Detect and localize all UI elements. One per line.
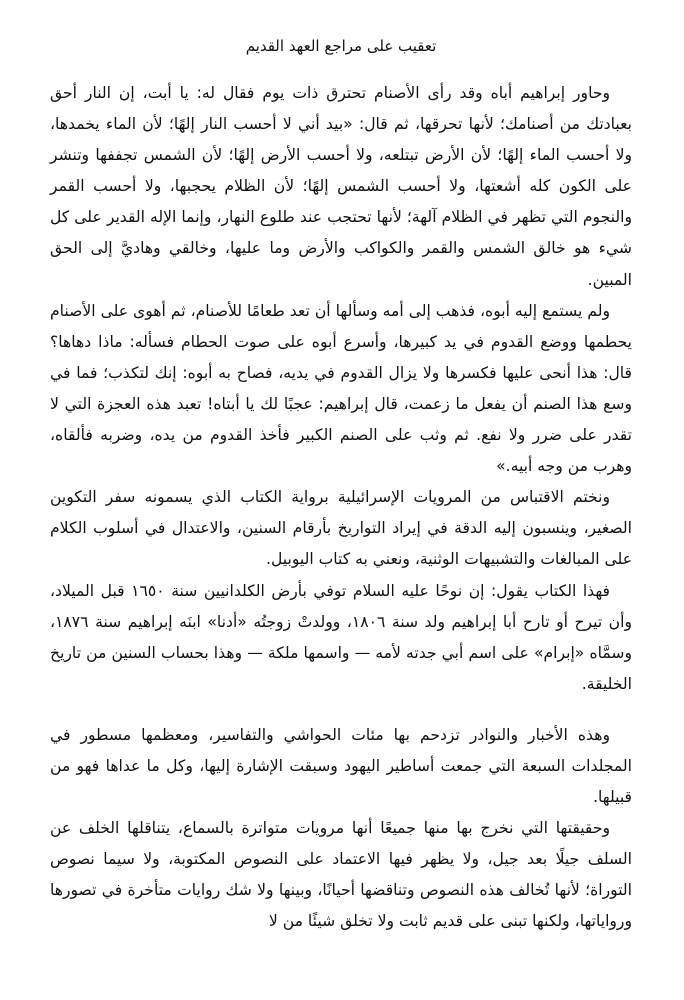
paragraph-oral-traditions: وحقيقتها التي نخرج بها منها جميعًا أنها مرويات متواترة بالسماع، يتناقلها الخلف عن السلف جيلًا بعد جيل، ولا يظهر فيها الاعتماد على النصوص المكتوبة، ولا سيما نصوص التوراة؛ لأنها تُخالف هذه النصوص وتناقضها أحيانًا، وبينها ولا شك روايات متأخرة في تصورها ورواياتها، ولكنها تبنى على قديم ثابت ولا تخلق شيئًا من لا <box>50 819 632 931</box>
running-header: تعقيب على مراجع العهد القديم <box>245 37 437 55</box>
paragraph-jubilees-dates: فهذا الكتاب يقول: إن نوحًا عليه السلام توفي بأرض الكلدانيين سنة ١٦٥٠ قبل الميلاد، وأن تيرح أو تارح أبا إبراهيم ولد سنة ١٨٠٦، وولدتْ زوجتُه «أدنا» ابنَه إبراهيم سنة ١٨٧٦، وسمَّاه «إبرام» على اسم أبي جدته لأمه — واسمها ملكة — وهذا بحساب السنين من تاريخ الخليقة. <box>50 581 632 693</box>
paragraph-commentaries: وهذه الأخبار والنوادر تزدحم بها مئات الحواشي والتفاسير، ومعظمها مسطور في المجلدات السبعة التي جمعت أساطير اليهود وسبقت الإشارة إليها، وكل ما عداها فهو من قبيلها. <box>50 725 632 807</box>
paragraph-idols-smashed: ولم يستمع إليه أبوه، فذهب إلى أمه وسألها أن تعد طعامًا للأصنام، ثم أهوى على الأصنام يحطمها ووضع القدوم في يد كبيرها، وأسرع أبوه على صوت الحطام فسأله: ماذا دهاها؟ قال: هذا أنحى عليها فكسرها ولا يزال القدوم في يديه، فصاح به أبوه: إنك لتكذب؛ فما في وسع هذا الصنم أن يفعل ما زعمت، قال إبراهيم: عجبًا لك يا أبتاه! تعبد هذه العجزة التي لا تقدر على ضرر ولا نفع. ثم وثب على الصنم الكبير فأخذ القدوم من يده، وضربه فألقاه، وهرب من وجه أبيه.» <box>50 301 632 476</box>
paragraph-abraham-dialogue: وحاور إبراهيم أباه وقد رأى الأصنام تحترق ذات يوم فقال له: يا أبت، إن النار أحق بعبادتك من أصنامك؛ لأنها تحرقها، ثم قال: «بيد أني لا أحسب النار إلهًا؛ لأن الماء يخمدها، ولا أحسب الماء إلهًا؛ لأن الأرض تبتلعه، ولا أحسب الأرض إلهًا؛ لأن الشمس تجففها وتنشر على الكون كله أشعتها، ولا أحسب الشمس إلهًا؛ لأن الظلام يحجبها، ولا أحسب القمر والنجوم التي تظهر في الظلام آلهة؛ لأنها تحتجب عند طلوع النهار، وإنما الإله القدير على كل شيء هو خالق الشمس والقمر والكواكب والأرض وما عليها، وخالقي وهاديَّ إلى الحق المبين. <box>50 84 632 289</box>
paragraph-book-of-jubilees: ونختم الاقتباس من المرويات الإسرائيلية برواية الكتاب الذي يسمونه سفر التكوين الصغير، وينسبون إليه الدقة في إيراد التواريخ بأرقام السنين، والاعتدال في أسلوب الكلام على المبالغات والتشبيهات الوثنية، ونعني به كتاب اليوبيل. <box>50 488 632 569</box>
